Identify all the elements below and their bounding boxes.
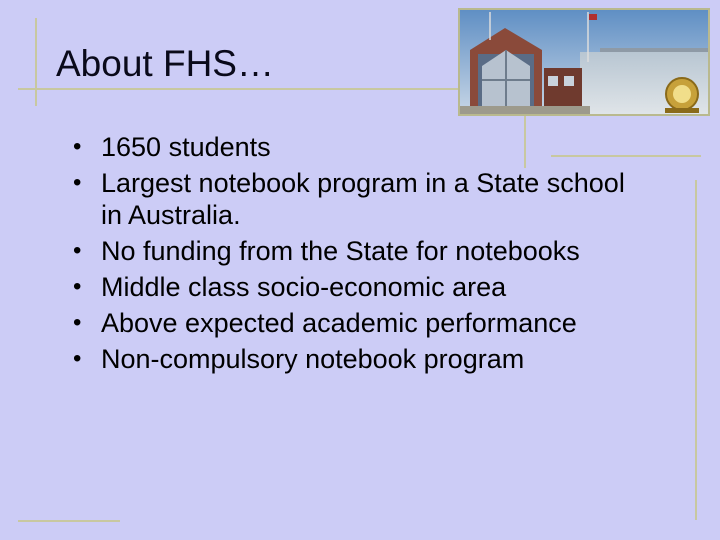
list-item: • Middle class socio-economic area (73, 271, 633, 303)
list-item: • 1650 students (73, 131, 633, 163)
accent-line-far-right-vertical (695, 180, 697, 520)
accent-line-bottom-horizontal (18, 520, 120, 522)
list-item: • Above expected academic performance (73, 307, 633, 339)
list-item: • Largest notebook program in a State school in Australia. (73, 167, 633, 231)
bullet-list (73, 131, 633, 379)
slide-title: About FHS… (56, 43, 274, 84)
accent-line-left-vertical (35, 18, 37, 106)
list-item: • Non-compulsory notebook program (73, 343, 633, 375)
school-photo-icon (458, 8, 710, 116)
list-item: • No funding from the State for notebooks (73, 235, 633, 267)
accent-line-top-horizontal (18, 88, 458, 90)
